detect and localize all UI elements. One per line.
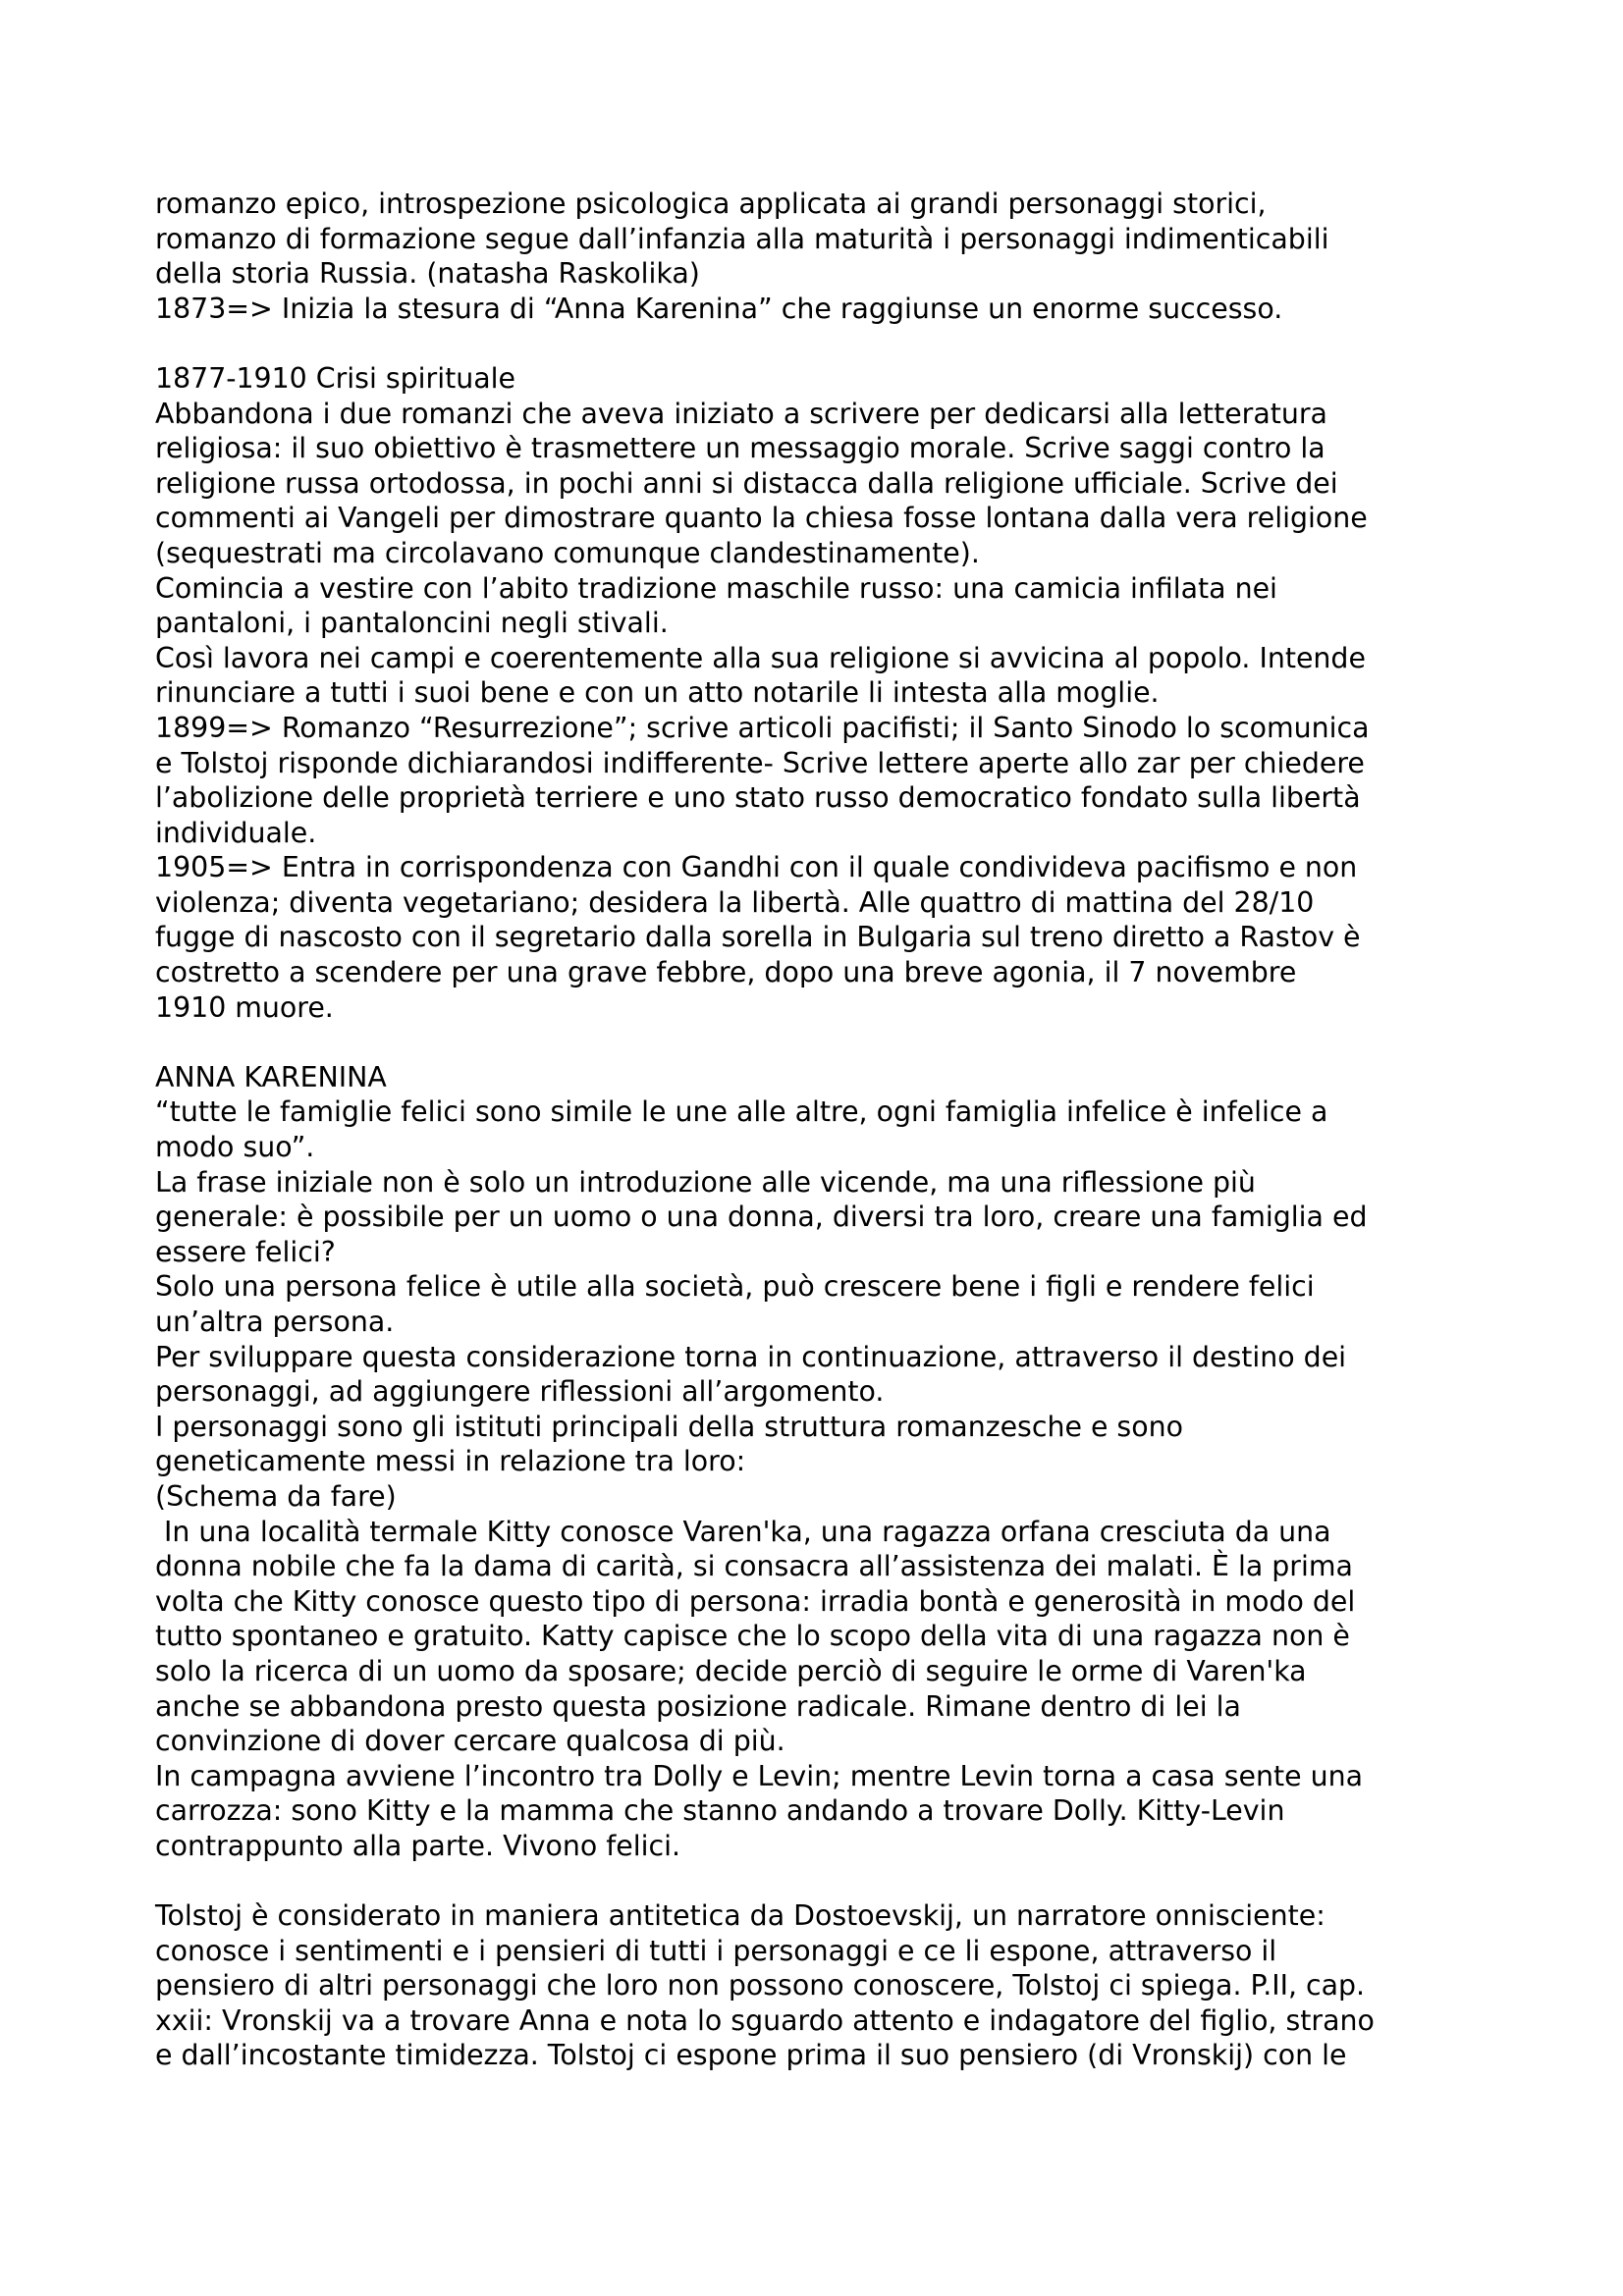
text-line: rinunciare a tutti i suoi bene e con un atto notarile li intesta alla moglie. [155, 676, 1160, 710]
text-line: In una località termale Kitty conosce Varen'ka, una ragazza orfana cresciuta da una [155, 1515, 1331, 1548]
text-line: violenza; diventa vegetariano; desidera la libertà. Alle quattro di mattina del 28/10 [155, 885, 1315, 919]
text-line: 1899=> Romanzo “Resurrezione”; scrive articoli pacifisti; il Santo Sinodo lo scomunica [155, 711, 1370, 744]
text-line: La frase iniziale non è solo un introduzione alle vicende, ma una riflessione più [155, 1165, 1256, 1199]
text-line: l’abolizione delle proprietà terriere e uno stato russo democratico fondato sulla libertà [155, 781, 1361, 815]
blank-line [155, 1864, 1476, 1899]
text-line: un’altra persona. [155, 1306, 395, 1338]
text-line: romanzo di formazione segue dall’infanzia alla maturità i personaggi indimenticabili [155, 222, 1329, 255]
text-line: religione russa ortodossa, in pochi anni si distacca dalla religione ufficiale. Scrive dei [155, 466, 1338, 500]
text-line: religiosa: il suo obiettivo è trasmettere un messaggio morale. Scrive saggi contro la [155, 432, 1325, 465]
text-line: della storia Russia. (natasha Raskolika) [155, 257, 700, 291]
text-line: essere felici? [155, 1235, 336, 1268]
text-line: Tolstoj è considerato in maniera antitetica da Dostoevskij, un narratore onnisciente: [155, 1899, 1325, 1933]
text-line: 1877-1910 Crisi spirituale [155, 361, 515, 395]
text-line: I personaggi sono gli istituti principali della struttura romanzesche e sono [155, 1410, 1183, 1443]
text-line: ANNA KARENINA [155, 1060, 387, 1094]
text-line: Comincia a vestire con l’abito tradizione maschile russo: una camicia infilata nei [155, 571, 1277, 605]
text-line: generale: è possibile per un uomo o una donna, diversi tra loro, creare una famiglia ed [155, 1201, 1368, 1234]
text-line: contrappunto alla parte. Vivono felici. [155, 1829, 681, 1862]
text-line: 1905=> Entra in corrispondenza con Gandhi con il quale condivideva pacifismo e non [155, 851, 1358, 884]
document-text [155, 187, 1476, 2073]
text-line: Abbandona i due romanzi che aveva iniziato a scrivere per dedicarsi alla letteratura [155, 397, 1327, 430]
text-line: individuale. [155, 816, 317, 849]
text-line: Così lavora nei campi e coerentemente alla sua religione si avvicina al popolo. Intende [155, 641, 1366, 674]
text-line: e Tolstoj risponde dichiarandosi indifferente- Scrive lettere aperte allo zar per chiedere [155, 746, 1365, 779]
text-line: anche se abbandona presto questa posizione radicale. Rimane dentro di lei la [155, 1689, 1241, 1723]
text-line: donna nobile che fa la dama di carità, si consacra all’assistenza dei malati. È la prima [155, 1550, 1353, 1583]
text-line: In campagna avviene l’incontro tra Dolly e Levin; mentre Levin torna a casa sente una [155, 1759, 1363, 1792]
text-line: (sequestrati ma circolavano comunque clandestinamente). [155, 536, 980, 569]
text-line: geneticamente messi in relazione tra loro: [155, 1445, 746, 1478]
text-line: Per sviluppare questa considerazione torna in continuazione, attraverso il destino dei [155, 1340, 1347, 1373]
text-line: volta che Kitty conosce questo tipo di persona: irradia bontà e generosità in modo del [155, 1584, 1356, 1618]
text-line: tutto spontaneo e gratuito. Katty capisce che lo scopo della vita di una ragazza non è [155, 1620, 1350, 1653]
text-line: 1873=> Inizia la stesura di “Anna Karenina” che raggiunse un enorme successo. [155, 292, 1283, 325]
text-line: e dall’incostante timidezza. Tolstoj ci espone prima il suo pensiero (di Vronskij) con le [155, 2039, 1347, 2072]
text-line: personaggi, ad aggiungere riflessioni all’argomento. [155, 1375, 885, 1409]
text-line: 1910 muore. [155, 990, 334, 1024]
text-line: romanzo epico, introspezione psicologica applicata ai grandi personaggi storici, [155, 187, 1267, 220]
blank-line [155, 1025, 1476, 1060]
blank-line [155, 326, 1476, 361]
text-line: solo la ricerca di un uomo da sposare; decide perciò di seguire le orme di Varen'ka [155, 1654, 1307, 1687]
text-line: (Schema da fare) [155, 1479, 397, 1513]
text-line: xxii: Vronskij va a trovare Anna e nota lo sguardo attento e indagatore del figlio, strano [155, 2003, 1375, 2037]
text-line: carrozza: sono Kitty e la mamma che stanno andando a trovare Dolly. Kitty-Levin [155, 1794, 1285, 1828]
text-line: Solo una persona felice è utile alla società, può crescere bene i figli e rendere felici [155, 1270, 1315, 1304]
text-line: conosce i sentimenti e i pensieri di tutti i personaggi e ce li espone, attraverso il [155, 1934, 1277, 1967]
text-line: commenti ai Vangeli per dimostrare quanto la chiesa fosse lontana dalla vera religione [155, 502, 1368, 535]
text-line: convinzione di dover cercare qualcosa di più. [155, 1725, 785, 1758]
text-line: costretto a scendere per una grave febbre, dopo una breve agonia, il 7 novembre [155, 956, 1297, 989]
text-line: modo suo”. [155, 1131, 315, 1164]
text-line: pantaloni, i pantaloncini negli stivali. [155, 607, 669, 640]
text-line: pensiero di altri personaggi che loro non possono conoscere, Tolstoj ci spiega. P.II, cap. [155, 1969, 1366, 2002]
text-line: “tutte le famiglie felici sono simile le une alle altre, ogni famiglia infelice è infelice a [155, 1095, 1328, 1129]
text-line: fugge di nascosto con il segretario dalla sorella in Bulgaria sul treno diretto a Rastov è [155, 921, 1361, 954]
